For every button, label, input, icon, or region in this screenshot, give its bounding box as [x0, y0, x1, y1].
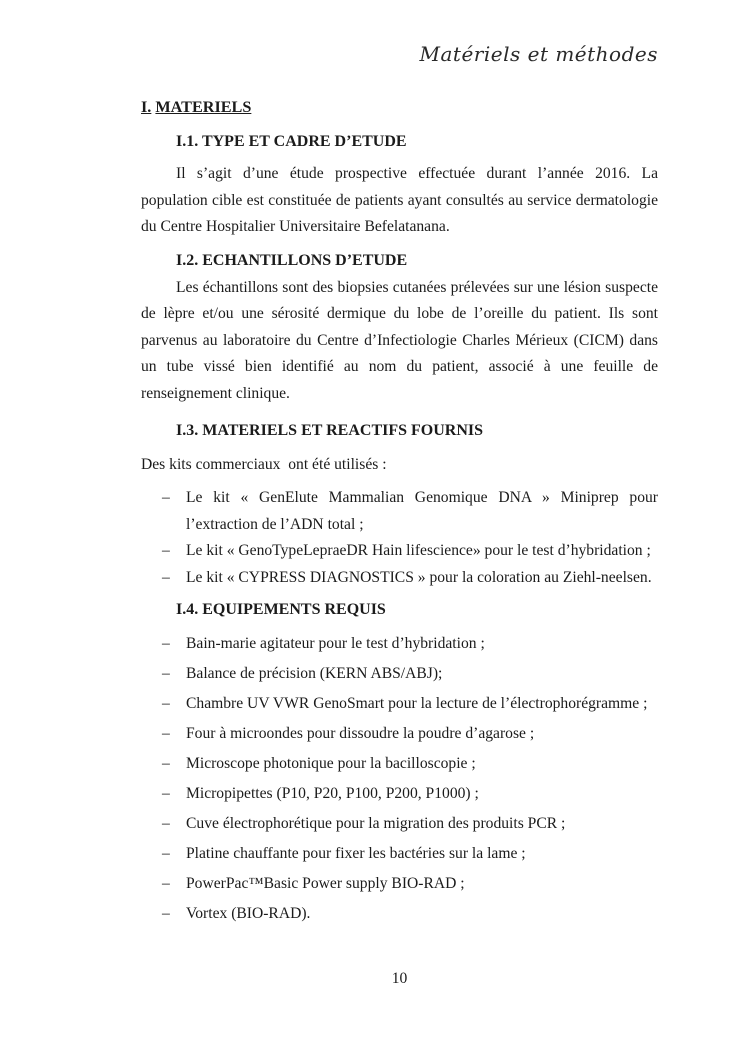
kits-list: [141, 485, 658, 591]
heading-type-cadre-etude: I.1. TYPE ET CADRE D’ETUDE: [176, 133, 407, 150]
dash-bullet: –: [162, 725, 170, 742]
list-item: [141, 809, 658, 839]
list-item-text: Le kit « GenoTypeLepraeDR Hain lifescience» pour le test d’hybridation ;: [186, 542, 651, 559]
page-content: [141, 0, 658, 929]
list-item-text: Balance de précision (KERN ABS/ABJ);: [186, 665, 443, 682]
dash-bullet: –: [162, 755, 170, 772]
list-item: [141, 779, 658, 809]
list-item-text: Vortex (BIO-RAD).: [186, 905, 311, 922]
dash-bullet: –: [162, 568, 170, 586]
kits-intro-line: Des kits commerciaux ont été utilisés :: [141, 456, 387, 473]
dash-bullet: –: [162, 665, 170, 682]
paragraph-type-cadre-etude: Il s’agit d’une étude prospective effectuée durant l’année 2016. La population cible est constituée de patients ayant consultés au service dermatologie du Centre Hospitalier Universitaire Befelatanana.: [141, 165, 658, 235]
dash-bullet: –: [162, 785, 170, 802]
page-number: 10: [391, 970, 408, 987]
list-item: [141, 565, 658, 592]
list-item-text: Platine chauffante pour fixer les bactéries sur la lame ;: [186, 845, 526, 862]
heading-echantillons-etude: I.2. ECHANTILLONS D’ETUDE: [176, 251, 408, 269]
list-item: [141, 629, 658, 659]
list-item: [141, 869, 658, 899]
list-item-text: Chambre UV VWR GenoSmart pour la lecture de l’électrophorégramme ;: [186, 695, 648, 712]
list-item-text: Cuve électrophorétique pour la migration des produits PCR ;: [186, 815, 566, 832]
list-item-text: Microscope photonique pour la bacilloscopie ;: [186, 755, 476, 772]
dash-bullet: –: [162, 695, 170, 712]
heading-title: MATERIELS: [155, 98, 252, 116]
heading-numeral: I.: [141, 98, 152, 116]
equipment-list: [141, 629, 658, 929]
list-item-text: PowerPac™Basic Power supply BIO-RAD ;: [186, 875, 465, 892]
list-item-text: Bain-marie agitateur pour le test d’hybridation ;: [186, 635, 485, 652]
heading-equipements-requis: I.4. EQUIPEMENTS REQUIS: [176, 601, 386, 618]
list-item: [141, 485, 658, 538]
list-item: [141, 839, 658, 869]
dash-bullet: –: [162, 905, 170, 922]
list-item: [141, 689, 658, 719]
list-item-text: Le kit « CYPRESS DIAGNOSTICS » pour la coloration au Ziehl-neelsen.: [186, 568, 652, 586]
list-item-text: Le kit « GenElute Mammalian Genomique DNA » Miniprep pour l’extraction de l’ADN total ;: [186, 489, 658, 533]
running-header: Matériels et méthodes: [419, 42, 658, 66]
list-item: [141, 749, 658, 779]
paragraph-echantillons-etude: Les échantillons sont des biopsies cutanées prélevées sur une lésion suspecte de lèpre et/ou une sérosité dermique du lobe de l’oreille du patient. Ils sont parvenus au laboratoire du Centre d’Infectiologie Charles Mérieux (CICM) dans un tube vissé bien identifié au nom du patient, associé à une feuille de renseignement clinique.: [141, 278, 658, 402]
dash-bullet: –: [162, 845, 170, 862]
dash-bullet: –: [162, 875, 170, 892]
list-item: [141, 719, 658, 749]
list-item-text: Four à microondes pour dissoudre la poudre d’agarose ;: [186, 725, 535, 742]
list-item: [141, 538, 658, 565]
heading-materiels-reactifs: I.3. MATERIELS ET REACTIFS FOURNIS: [176, 422, 484, 439]
list-item: [141, 899, 658, 929]
list-item-text: Micropipettes (P10, P20, P100, P200, P1000) ;: [186, 785, 479, 802]
dash-bullet: –: [162, 815, 170, 832]
dash-bullet: –: [162, 542, 170, 559]
list-item: [141, 659, 658, 689]
dash-bullet: –: [162, 489, 170, 506]
heading-materiels: [141, 95, 658, 119]
dash-bullet: –: [162, 635, 170, 652]
